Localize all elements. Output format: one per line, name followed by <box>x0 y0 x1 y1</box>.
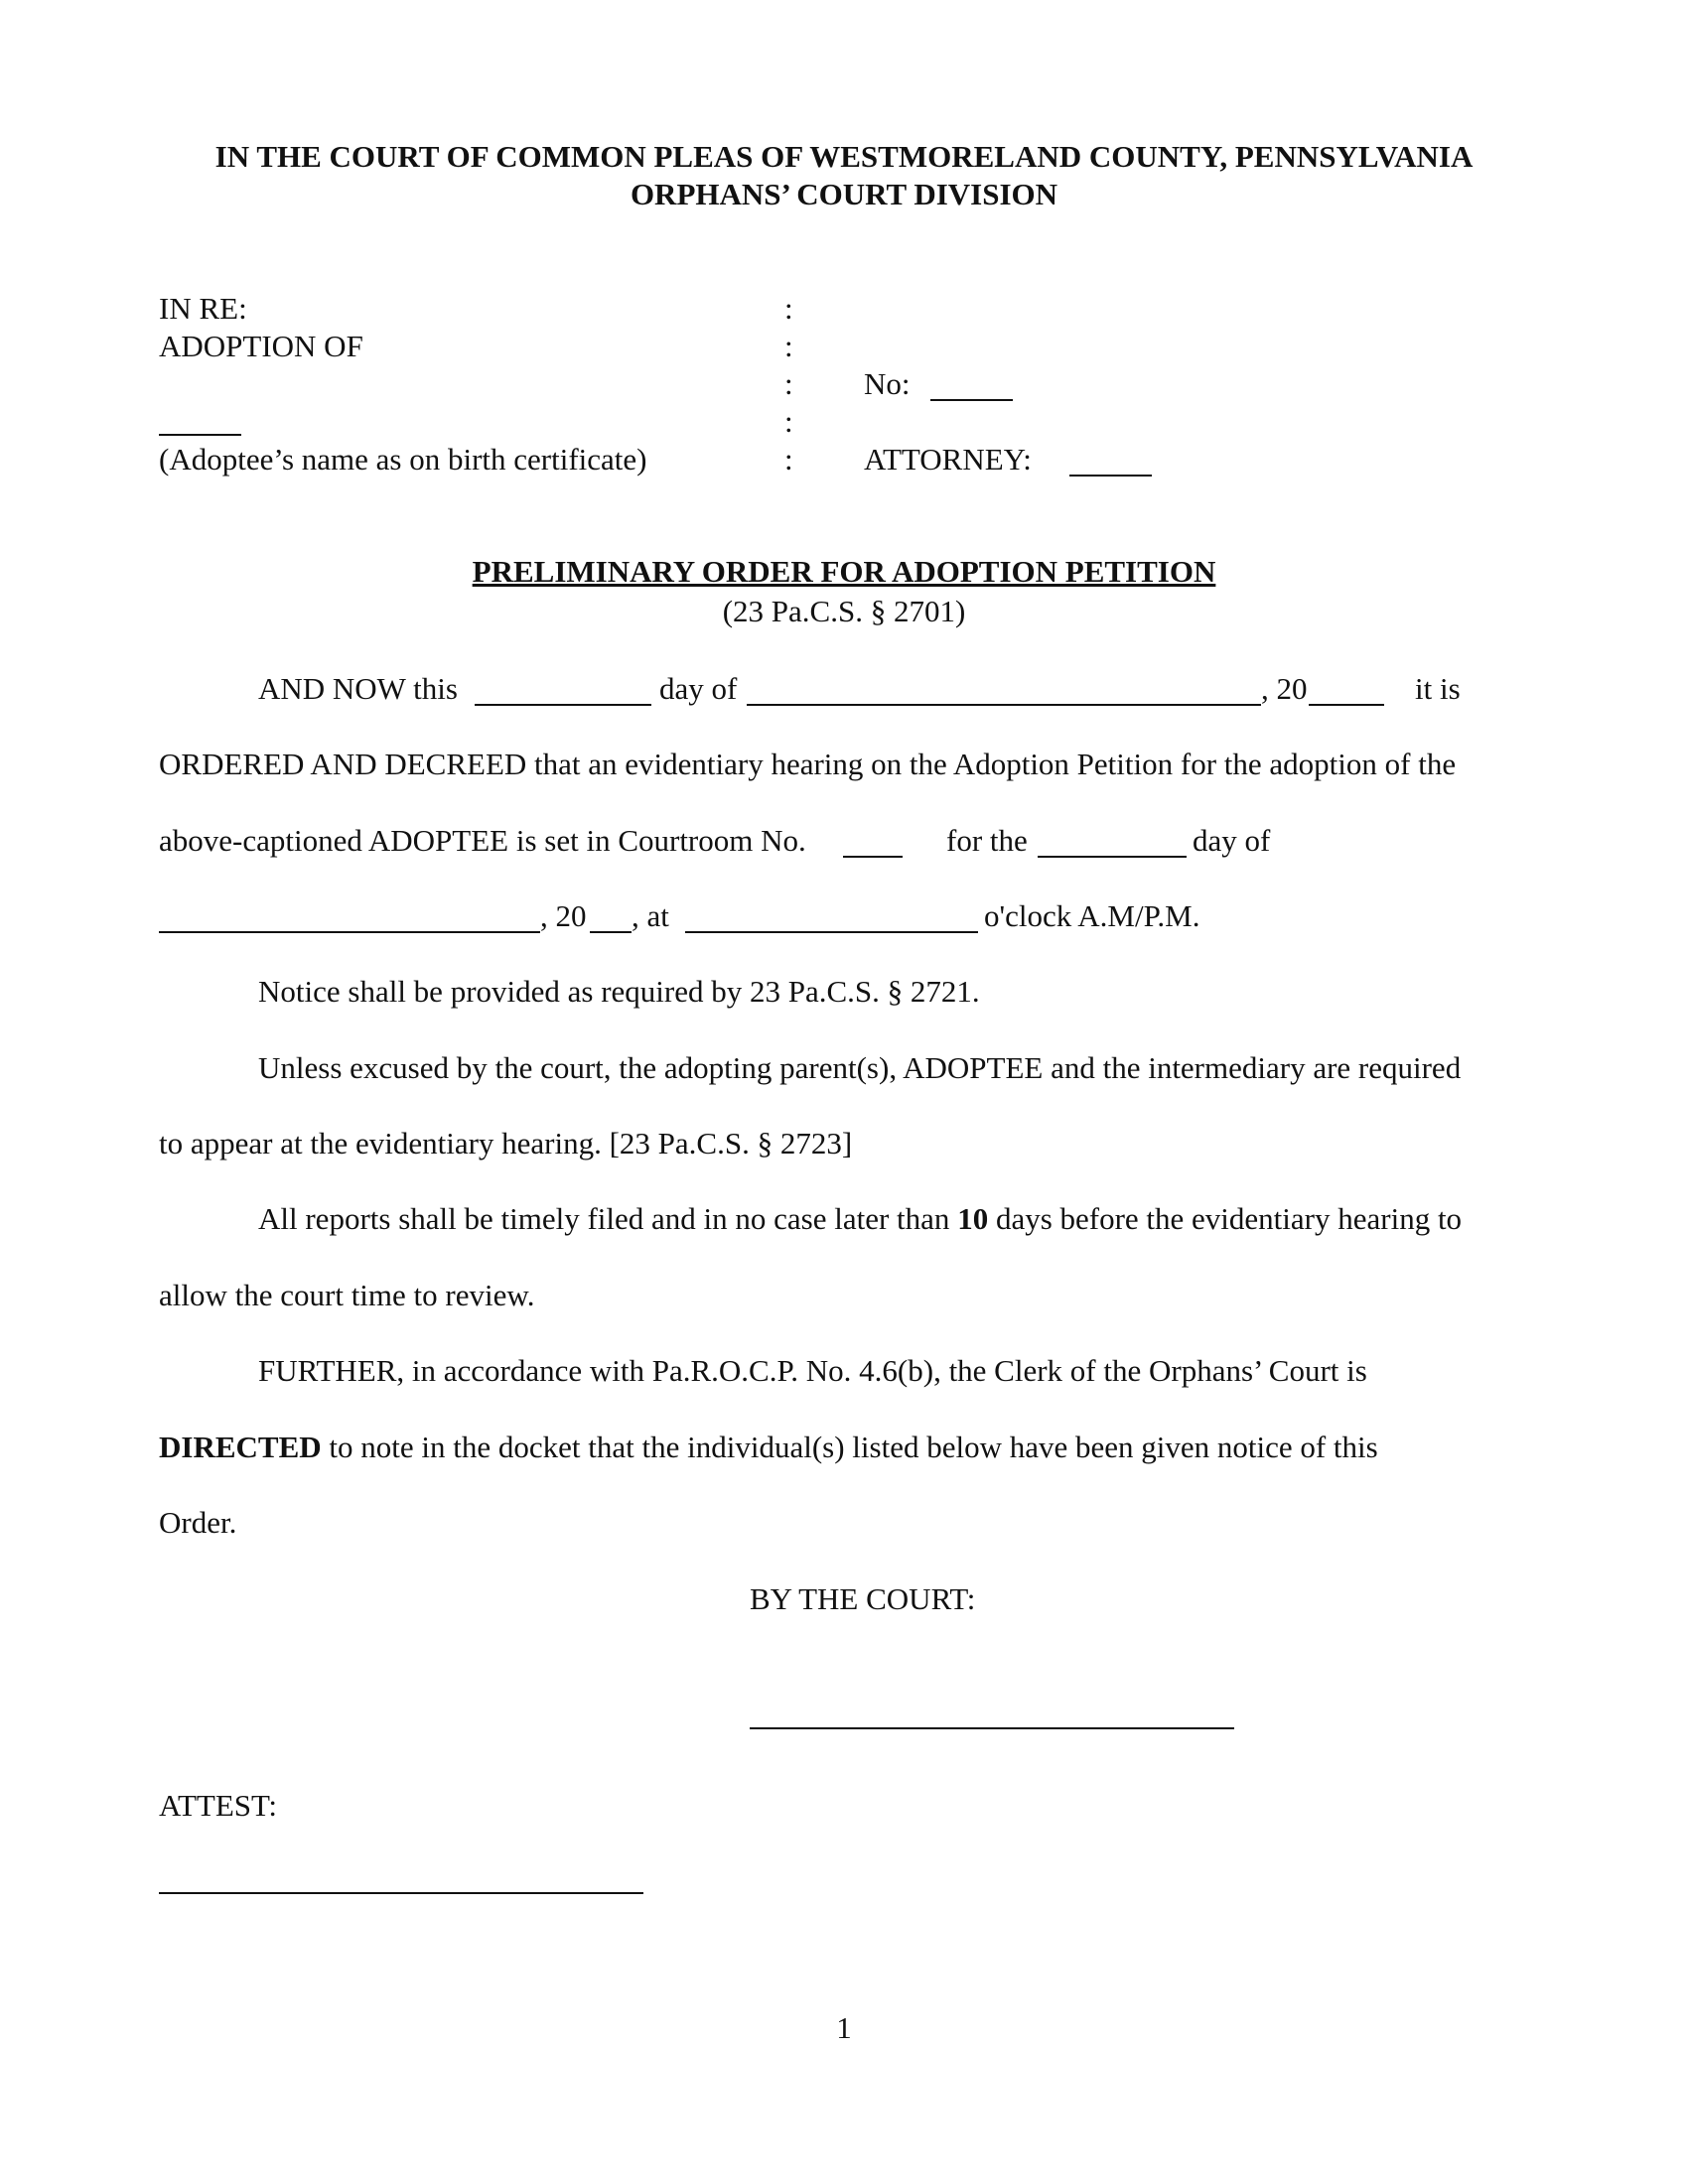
order-citation: (23 Pa.C.S. § 2701) <box>722 594 966 628</box>
docket-number-label: No: <box>864 366 911 401</box>
p4-days-count: 10 <box>957 1201 989 1236</box>
docket-number-line <box>930 399 1013 401</box>
court-header-line1: IN THE COURT OF COMMON PLEAS OF WESTMORELAND COUNTY, PENNSYLVANIA <box>214 139 1474 174</box>
caption-adoption-of: ADOPTION OF <box>159 329 363 363</box>
hearing-time-line <box>685 931 978 933</box>
hearing-day-line <box>1038 856 1187 858</box>
p4-text-b: days before the evidentiary hearing to <box>995 1201 1463 1236</box>
p1-line3-b: for the <box>946 823 1028 858</box>
page-number: 1 <box>836 2010 852 2045</box>
hearing-month-line <box>159 931 540 933</box>
day-line <box>475 704 651 706</box>
p4-text-a: All reports shall be timely filed and in no case later than <box>258 1201 950 1236</box>
caption-colon: : <box>784 291 793 326</box>
attest-signature-line <box>159 1892 643 1894</box>
caption-in-re: IN RE: <box>159 291 247 326</box>
p1-line4-a: , 20 <box>540 898 587 933</box>
caption-colon: : <box>784 366 793 401</box>
p1-line4-b: , at <box>632 898 669 933</box>
caption-colon: : <box>784 404 793 439</box>
p2-notice: Notice shall be provided as required by 23 Pa.C.S. § 2721. <box>258 974 980 1009</box>
p1-line2: ORDERED AND DECREED that an evidentiary hearing on the Adoption Petition for the adoption of the <box>159 747 1457 781</box>
p3-line1: Unless excused by the court, the adopting parent(s), ADOPTEE and the intermediary are required <box>258 1050 1462 1085</box>
caption-colon: : <box>784 329 793 363</box>
p5-line1: FURTHER, in accordance with Pa.R.O.C.P. No. 4.6(b), the Clerk of the Orphans’ Court is <box>258 1353 1367 1388</box>
p5-directed: DIRECTED <box>159 1430 322 1464</box>
courtroom-line <box>843 856 903 858</box>
caption-colon: : <box>784 442 793 477</box>
p1-day-of: day of <box>659 671 738 706</box>
order-title: PRELIMINARY ORDER FOR ADOPTION PETITION <box>472 554 1216 589</box>
p5-line2 <box>159 1430 1378 1465</box>
p3-line2: to appear at the evidentiary hearing. [23 Pa.C.S. § 2723] <box>159 1126 853 1160</box>
court-header-line2: ORPHANS’ COURT DIVISION <box>630 177 1058 211</box>
hearing-year-line <box>590 931 632 933</box>
p5-line3: Order. <box>159 1505 237 1540</box>
p1-comma-20: , 20 <box>1261 671 1308 706</box>
p1-line4-c: o'clock A.M/P.M. <box>984 898 1200 933</box>
month-line <box>747 704 1261 706</box>
p1-line3-c: day of <box>1193 823 1271 858</box>
attorney-line <box>1069 475 1152 477</box>
p1-it-is: it is <box>1415 671 1461 706</box>
adoptee-name-line <box>159 434 241 436</box>
p4-line2: allow the court time to review. <box>159 1278 535 1312</box>
p5-rest: to note in the docket that the individual(s) listed below have been given notice of this <box>329 1430 1378 1464</box>
p1-line3-a: above-captioned ADOPTEE is set in Courtroom No. <box>159 823 806 858</box>
p1-and-now: AND NOW this <box>258 671 458 706</box>
judge-signature-line <box>750 1727 1234 1729</box>
attorney-label: ATTORNEY: <box>864 442 1032 477</box>
caption-adoptee-note: (Adoptee’s name as on birth certificate) <box>159 442 647 477</box>
p4-line1 <box>258 1201 1462 1237</box>
by-the-court-label: BY THE COURT: <box>750 1581 976 1616</box>
attest-label: ATTEST: <box>159 1788 278 1823</box>
year-line <box>1309 704 1384 706</box>
